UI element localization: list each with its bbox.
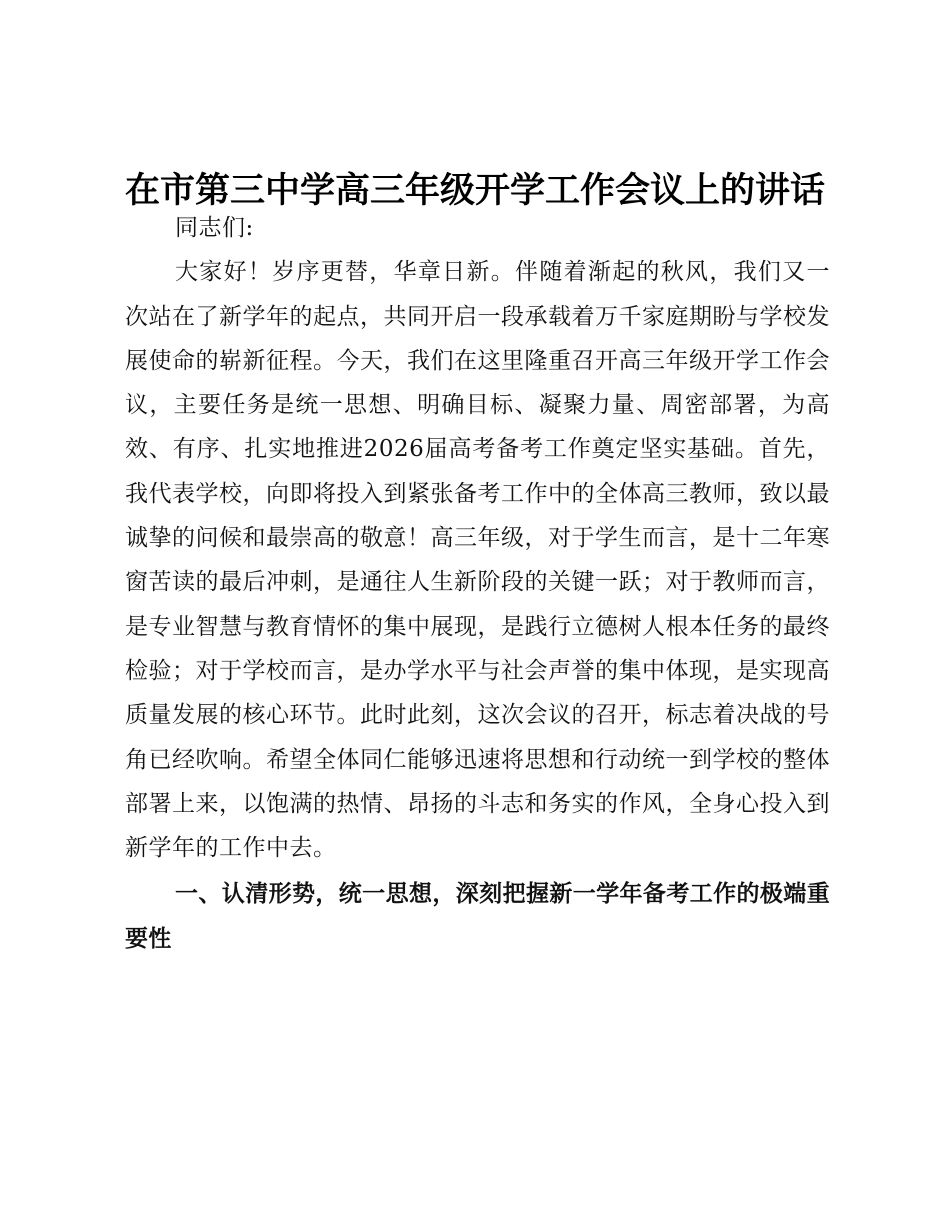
salutation: 同志们: — [175, 215, 254, 241]
document-title: 在市第三中学高三年级开学工作会议上的讲话 — [124, 170, 825, 211]
section-heading: 一、认清形势，统一思想，深刻把握新一学年备考工作的极端重要性 — [125, 881, 830, 952]
intro-paragraph: 大家好！岁序更替，华章日新。伴随着渐起的秋风，我们又一次站在了新学年的起点，共同开启一段承载着万千家庭期盼与学校发展使命的崭新征程。今天，我们在这里隆重召开高三年级开学工作会议，主要任务是统一思想、明确目标、凝聚力量、周密部署，为高效、有序、扎实地推进2026届高考备考工作奠定坚实基础。首先，我代表学校，向即将投入到紧张备考工作中的全体高三教师，致以最诚挚的问候和最崇高的敬意！高三年级，对于学生而言，是十二年寒窗苦读的最后冲刺，是通往人生新阶段的关键一跃；对于教师而言，是专业智慧与教育情怀的集中展现，是践行立德树人根本任务的最终检验；对于学校而言，是办学水平与社会声誉的集中体现，是实现高质量发展的核心环节。此时此刻，这次会议的召开，标志着决战的号角已经吹响。希望全体同仁能够迅速将思想和行动统一到学校的整体部署上来，以饱满的热情、昂扬的斗志和务实的作风，全身心投入到新学年的工作中去。 — [125, 259, 830, 862]
document-body — [125, 206, 830, 961]
